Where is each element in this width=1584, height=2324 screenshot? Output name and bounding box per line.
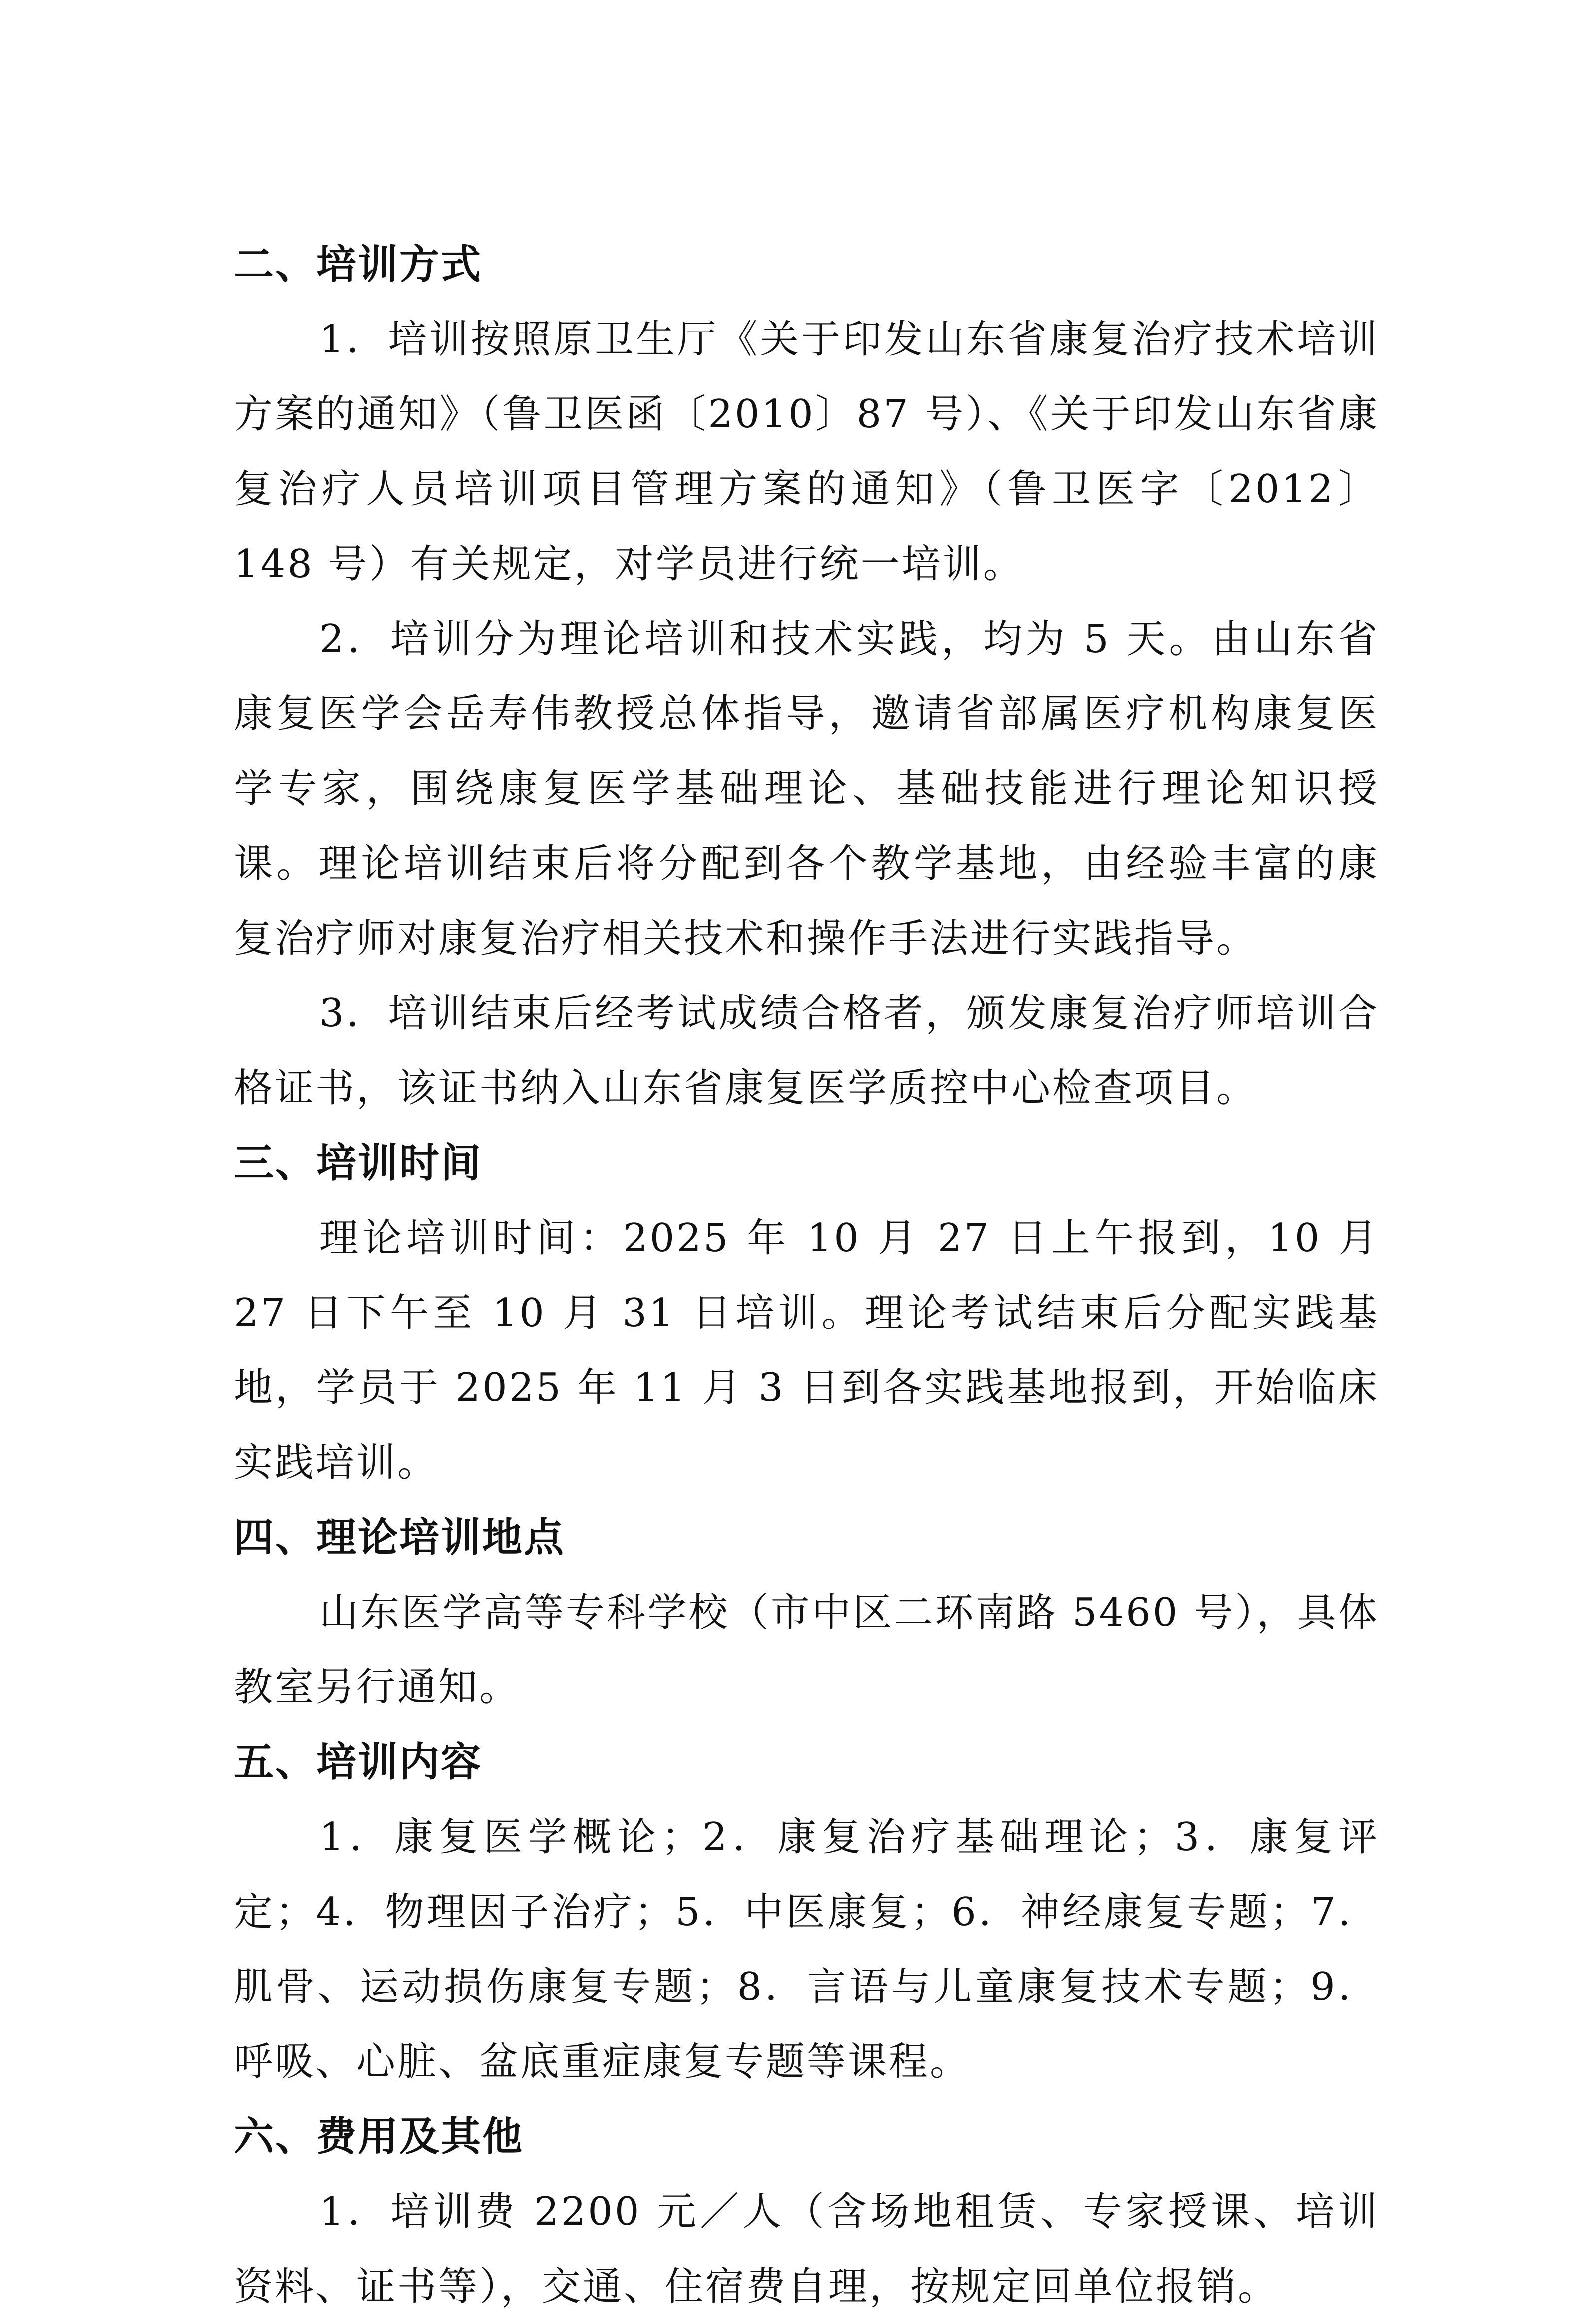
section-heading: 六、费用及其他 [234,2113,524,2160]
paragraph: 1．康复医学概论；2．康复治疗基础理论；3．康复评定；4．物理因子治疗；5．中医康复；6．神经康复专题；7．肌骨、运动损伤康复专题；8．言语与儿童康复技术专题；9．呼吸、心脏、盆底重症康复专题等课程。 [234,1815,1379,2084]
paragraph: 2．培训分为理论培训和技术实践，均为 5 天。由山东省康复医学会岳寿伟教授总体指导，邀请省部属医疗机构康复医学专家，围绕康复医学基础理论、基础技能进行理论知识授课。理论培训结束后将分配到各个教学基地，由经验丰富的康复治疗师对康复治疗相关技术和操作手法进行实践指导。 [234,617,1379,961]
paragraph: 1．培训费 2200 元／人（含场地租赁、专家授课、培训资料、证书等），交通、住宿费自理，按规定回单位报销。 [234,2189,1379,2309]
paragraph: 3．培训结束后经考试成绩合格者，颁发康复治疗师培训合格证书，该证书纳入山东省康复医学质控中心检查项目。 [234,991,1379,1111]
section-heading: 二、培训方式 [234,241,482,288]
section-fees-and-other [234,2099,1379,2324]
paragraph: 山东医学高等专科学校（市中区二环南路 5460 号），具体教室另行通知。 [234,1590,1379,1710]
document-page [234,227,1379,2324]
section-heading: 三、培训时间 [234,1140,482,1186]
section-heading: 五、培训内容 [234,1739,482,1785]
section-training-content [234,1725,1379,2099]
section-training-location [234,1500,1379,1725]
paragraph: 1．培训按照原卫生厅《关于印发山东省康复治疗技术培训方案的通知》（鲁卫医函〔2010〕87 号）、《关于印发山东省康复治疗人员培训项目管理方案的通知》（鲁卫医字〔2012〕148 号）有关规定，对学员进行统一培训。 [234,317,1379,587]
section-training-method [234,227,1379,1126]
section-training-time [234,1126,1379,1500]
section-heading: 四、理论培训地点 [234,1514,565,1561]
paragraph: 理论培训时间：2025 年 10 月 27 日上午报到，10 月 27 日下午至 10 月 31 日培训。理论考试结束后分配实践基地，学员于 2025 年 11 月 3 日到各实践基地报到，开始临床实践培训。 [234,1216,1379,1485]
